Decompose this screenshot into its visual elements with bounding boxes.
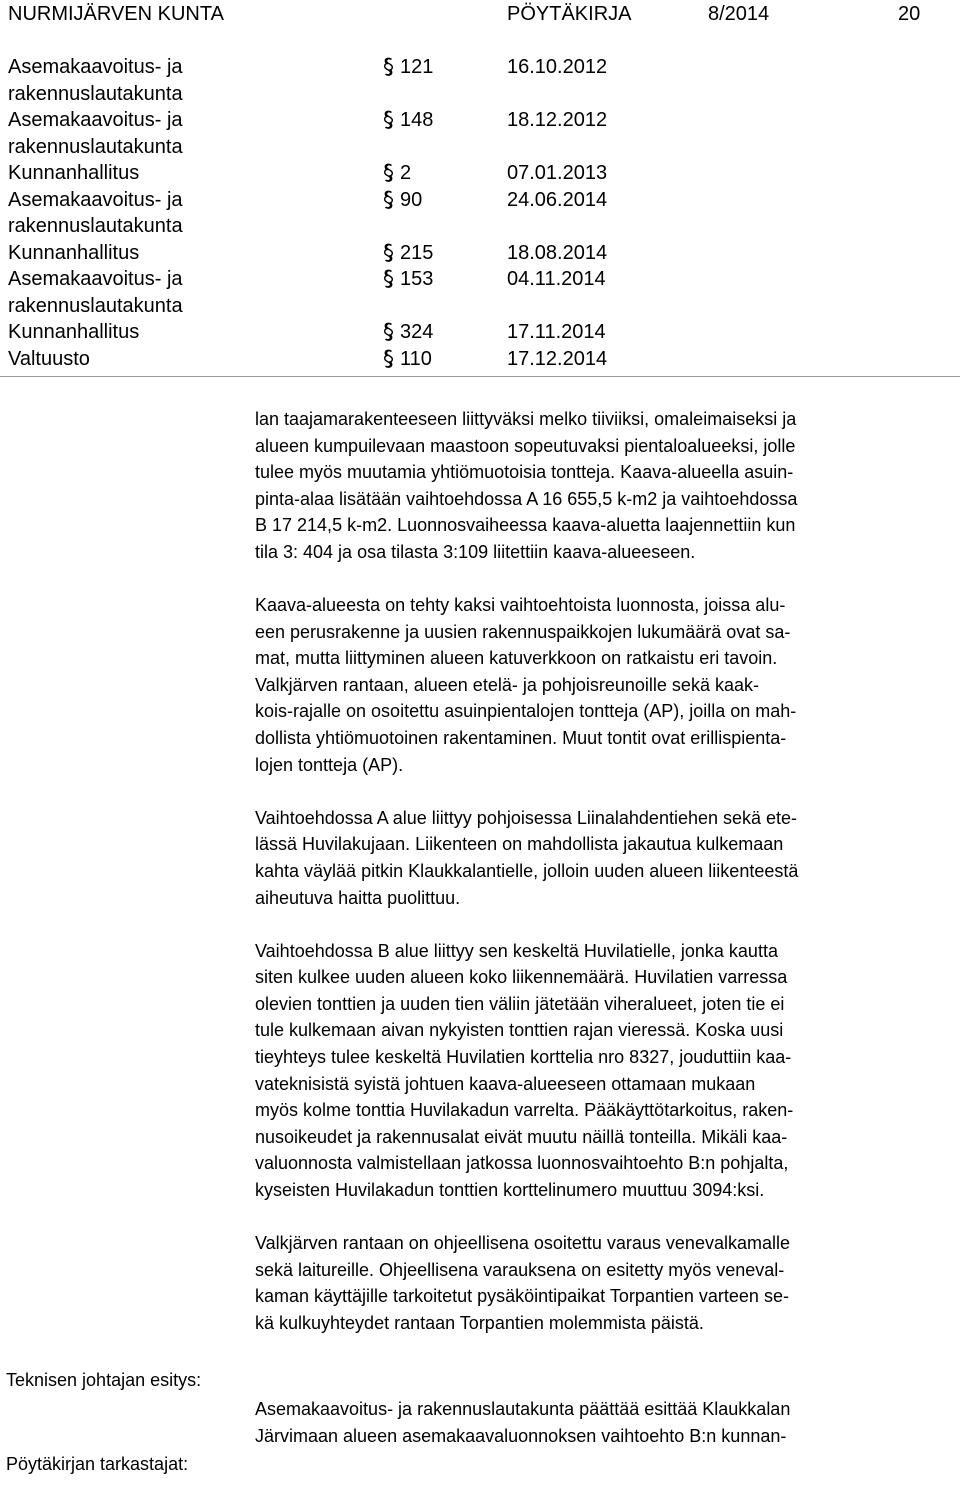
paragraph-line: kois-rajalle on osoitettu asuinpientalojen tontteja (AP), joilla on mah- (255, 701, 797, 722)
history-body-line: Kunnanhallitus (8, 241, 140, 264)
history-body (8, 240, 139, 267)
paragraph-line: Vaihtoehdossa A alue liittyy pohjoisessa Liinalahdentiehen sekä ete- (255, 807, 798, 828)
section-sign-icon (381, 243, 396, 263)
paragraph-line: Kaava-alueesta on tehty kaksi vaihtoehtoista luonnosta, joissa alu- (255, 595, 786, 616)
handling-history (0, 54, 960, 372)
history-body (8, 346, 90, 373)
section-sign-icon (381, 322, 396, 342)
history-section (381, 346, 500, 373)
history-body (8, 319, 139, 346)
paragraph-line: Valkjärven rantaan on ohjeellisena osoitettu varaus venevalkamalle (255, 1233, 790, 1254)
section-number: 2 (400, 162, 412, 184)
paragraph-line: tulee myös muutamia yhtiömuotoisia tontteja. Kaava-alueella asuin- (255, 462, 794, 483)
reviewers-label: Pöytäkirjan tarkastajat: (6, 1454, 189, 1474)
history-date: 17.12.2014 (507, 347, 608, 370)
paragraph-line: een perusrakenne ja uusien rakennuspaikkojen lukumäärä ovat sa- (255, 621, 791, 642)
paragraph-line: B 17 214,5 k-m2. Luonnosvaiheessa kaava-aluetta laajennettiin kun (255, 515, 796, 536)
history-body-line: Asemakaavoitus- ja (8, 56, 183, 78)
organization-name: NURMIJÄRVEN KUNTA (8, 3, 224, 25)
history-date: 18.12.2012 (507, 109, 608, 131)
history-row (0, 240, 960, 267)
history-body (8, 160, 139, 187)
history-body-line: Asemakaavoitus- ja (8, 268, 183, 290)
history-body-line: Kunnanhallitus (8, 162, 140, 184)
section-number: 324 (400, 321, 434, 343)
paragraph-line: kahta väylää pitkin Klaukkalantielle, jolloin uuden alueen liikenteestä (255, 860, 799, 881)
history-body (8, 107, 183, 160)
history-date: 07.01.2013 (507, 162, 608, 184)
paragraph-line: tieyhteys tulee keskeltä Huvilatien korttelia nro 8327, jouduttiin kaa- (255, 1046, 792, 1067)
body-text (255, 406, 955, 1363)
paragraph-line: kaman käyttäjille tarkoitetut pysäköintipaikat Torpantien varteen se- (255, 1286, 789, 1307)
section-number: 90 (400, 188, 423, 211)
history-row (0, 266, 960, 319)
proposal-label: Teknisen johtajan esitys: (6, 1370, 202, 1390)
paragraph-line: nusoikeudet ja rakennusalat eivät muutu näillä tonteilla. Mikäli kaa- (255, 1126, 788, 1147)
history-body-line: rakennuslautakunta (8, 215, 183, 237)
history-body-line: rakennuslautakunta (8, 135, 183, 158)
proposal-line: Järvimaan alueen asemakaavaluonnoksen vaihtoehto B:n kunnan- (255, 1425, 787, 1446)
history-section (381, 240, 500, 267)
section-sign-icon (381, 349, 396, 369)
history-body (8, 187, 183, 240)
paragraph-line: Valkjärven rantaan, alueen etelä- ja pohjoisreunoille sekä kaak- (255, 674, 759, 695)
document-type: PÖYTÄKIRJA (507, 3, 632, 25)
paragraph-line: tila 3: 404 ja osa tilasta 3:109 liitettiin kaava-alueeseen. (255, 541, 696, 562)
history-section (381, 266, 500, 293)
paragraph-line: dollista yhtiömuotoinen rakentaminen. Muut tontit ovat erillispienta- (255, 728, 787, 749)
history-section (381, 54, 500, 81)
paragraph-line: alueen kumpuilevaan maastoon sopeutuvaksi pientaloalueeksi, jolle (255, 435, 796, 456)
history-section (381, 187, 500, 214)
body-paragraph (255, 1230, 955, 1336)
history-body (8, 54, 183, 107)
section-number: 153 (400, 268, 434, 290)
history-row (0, 107, 960, 160)
paragraph-line: lojen tontteja (AP). (255, 754, 404, 775)
history-body-line: Asemakaavoitus- ja (8, 109, 183, 131)
history-body-line: rakennuslautakunta (8, 294, 183, 317)
section-sign-icon (381, 163, 396, 183)
history-row (0, 160, 960, 187)
history-section (381, 319, 500, 346)
body-paragraph (255, 406, 955, 566)
history-section (381, 107, 500, 134)
paragraph-line: vateknisistä syistä johtuen kaava-alueeseen ottamaan mukaan (255, 1073, 756, 1094)
body-paragraph (255, 805, 955, 911)
section-number: 110 (400, 347, 432, 370)
history-row (0, 346, 960, 373)
section-sign-icon (381, 190, 396, 210)
history-body-line: Kunnanhallitus (8, 321, 140, 343)
page-header (0, 0, 960, 32)
body-paragraph (255, 938, 955, 1204)
paragraph-line: valuonnosta valmistellaan jatkossa luonnosvaihtoehto B:n pohjalta, (255, 1153, 789, 1174)
history-body-line: rakennuslautakunta (8, 82, 183, 105)
paragraph-line: kyseisten Huvilakadun tonttien korttelinumero muuttuu 3094:ksi. (255, 1179, 765, 1200)
history-divider (0, 376, 960, 377)
history-date: 17.11.2014 (507, 321, 606, 343)
paragraph-line: mat, mutta liittyminen alueen katuverkkoon on ratkaistu eri tavoin. (255, 648, 778, 669)
paragraph-line: sekä laitureille. Ohjeellisena varauksena on esitetty myös veneval- (255, 1259, 785, 1280)
section-number: 148 (400, 109, 434, 131)
paragraph-line: kä kulkuyhteydet rantaan Torpantien molemmista päistä. (255, 1312, 704, 1333)
proposal-line: Asemakaavoitus- ja rakennuslautakunta päättää esittää Klaukkalan (255, 1399, 791, 1419)
history-row (0, 319, 960, 346)
proposal-text (255, 1396, 955, 1449)
paragraph-line: olevien tonttien ja uuden tien väliin jätetään viheralueet, joten tie ei (255, 993, 785, 1014)
history-body-line: Asemakaavoitus- ja (8, 188, 183, 211)
paragraph-line: Vaihtoehdossa B alue liittyy sen keskeltä Huvilatielle, jonka kautta (255, 940, 778, 961)
history-date: 16.10.2012 (507, 56, 608, 78)
history-date: 24.06.2014 (507, 188, 608, 211)
paragraph-line: siten kulkee uuden alueen koko liikennemäärä. Huvilatien varressa (255, 967, 788, 988)
history-body (8, 266, 183, 319)
section-number: 215 (400, 241, 434, 264)
section-number: 121 (400, 56, 434, 78)
history-row (0, 187, 960, 240)
section-sign-icon (381, 57, 396, 77)
paragraph-line: lan taajamarakenteeseen liittyväksi melko tiiviiksi, omaleimaiseksi ja (255, 409, 797, 429)
page-number: 20 (898, 3, 921, 25)
paragraph-line: myös kolme tonttia Huvilakadun varrelta. Pääkäyttötarkoitus, raken- (255, 1100, 794, 1121)
document-number: 8/2014 (708, 3, 770, 25)
history-row (0, 54, 960, 107)
paragraph-line: tule kulkemaan aivan nykyisten tonttien rajan vieressä. Koska uusi (255, 1020, 784, 1041)
paragraph-line: pinta-alaa lisätään vaihtoehdossa A 16 655,5 k-m2 ja vaihtoehdossa (255, 488, 798, 509)
paragraph-line: aiheutuva haitta puolittuu. (255, 887, 461, 908)
section-sign-icon (381, 110, 396, 130)
history-date: 18.08.2014 (507, 241, 608, 264)
history-section (381, 160, 500, 187)
history-body-line: Valtuusto (8, 347, 90, 370)
paragraph-line: lässä Huvilakujaan. Liikenteen on mahdollista jakautua kulkemaan (255, 834, 784, 855)
body-paragraph (255, 592, 955, 778)
history-date: 04.11.2014 (507, 268, 606, 290)
section-sign-icon (381, 269, 396, 289)
